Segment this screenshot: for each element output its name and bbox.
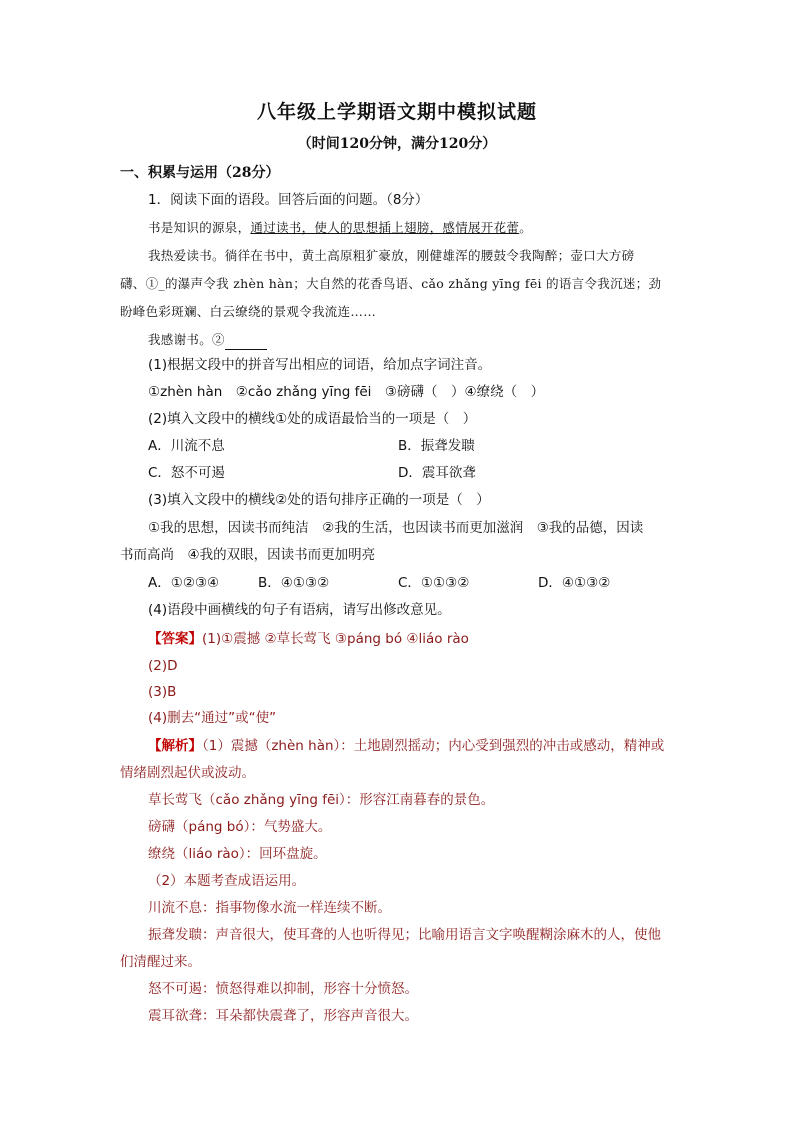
options-row — [148, 573, 708, 593]
analysis-line-2: 情绪剧烈起伏或波动。 — [120, 765, 255, 781]
answer-line-4: (4)删去“通过”或“使” — [148, 710, 277, 726]
sub-question-2: (2)填入文段中的横线①处的成语最恰当的一项是（ ） — [148, 411, 477, 427]
analysis-line-6: （2）本题考查成语运用。 — [148, 873, 306, 889]
options-row — [148, 436, 708, 456]
section-heading: 一、积累与运用（28分） — [120, 165, 280, 181]
analysis-line-11: 震耳欲聋：耳朵都快震聋了，形容声音很大。 — [148, 1008, 418, 1024]
answer-text: (1)①震撼 ②草长莺飞 ③páng bó ④liáo rào — [202, 631, 469, 647]
analysis-line-1 — [148, 736, 708, 756]
passage-paragraph-1 — [148, 218, 708, 238]
question-stem: 1．阅读下面的语段。回答后面的问题。（8分） — [148, 192, 429, 208]
answer-line-3: (3)B — [148, 684, 177, 700]
analysis-line-7: 川流不息：指事物像水流一样连续不断。 — [148, 900, 391, 916]
option-b: B．振聋发聩 — [398, 438, 475, 454]
passage-paragraph-3 — [148, 330, 708, 350]
passage-text: 。 — [519, 220, 533, 235]
analysis-line-8: 振聋发聩：声音很大，使耳聋的人也听得见；比喻用语言文字唤醒糊涂麻木的人，使他 — [148, 927, 661, 943]
analysis-text: （1）震撼（zhèn hàn）：土地剧烈摇动；内心受到强烈的冲击或感动，精神或 — [202, 738, 665, 754]
option-d: D．震耳欲聋 — [398, 465, 476, 481]
passage-text: 书是知识的源泉， — [148, 220, 251, 235]
analysis-line-10: 怒不可遏：愤怒得难以抑制，形容十分愤怒。 — [148, 981, 418, 997]
answer-tag: 【答案】 — [148, 631, 202, 647]
sub-question-1: (1)根据文段中的拼音写出相应的词语，给加点字词注音。 — [148, 357, 492, 373]
options-row — [148, 463, 708, 483]
passage-paragraph-2-line-1: 我热爱读书。徜徉在书中，黄土高原粗犷豪放，刚健雄浑的腰鼓令我陶醉；壶口大方磅 — [148, 248, 635, 263]
sub-question-3: (3)填入文段中的横线②处的语句排序正确的一项是（ ） — [148, 492, 490, 508]
sub-question-1-items: ①zhèn hàn ②cǎo zhǎng yīng fēi ③磅礴（ ）④缭绕（ ） — [148, 384, 545, 400]
analysis-line-9: 们清醒过来。 — [120, 954, 201, 970]
answer-line-1 — [148, 629, 708, 649]
passage-paragraph-2-line-3: 盼峰色彩斑斓、白云缭绕的景观令我流连…… — [120, 304, 377, 319]
option-c: C．①①③② — [398, 575, 470, 591]
analysis-line-3: 草长莺飞（cǎo zhǎng yīng fēi）：形容江南暮春的景色。 — [148, 792, 495, 808]
analysis-line-5: 缭绕（liáo rào）：回环盘旋。 — [148, 846, 327, 862]
option-a: A．①②③④ — [148, 575, 220, 591]
option-c: C．怒不可遏 — [148, 465, 225, 481]
analysis-line-4: 磅礴（páng bó）：气势盛大。 — [148, 819, 332, 835]
answer-line-2: (2)D — [148, 658, 178, 674]
page-title: 八年级上学期语文期中模拟试题 — [256, 101, 537, 123]
sub-question-3-line-2: 书而高尚 ④我的双眼，因读书而更加明亮 — [120, 547, 376, 563]
underlined-sentence: 通过读书，使人的思想插上翅膀，感情展开花蕾 — [250, 220, 520, 235]
passage-text: 我感谢书。② — [148, 332, 225, 347]
sub-question-4: (4)语段中画横线的句子有语病，请写出修改意见。 — [148, 602, 451, 618]
option-a: A．川流不息 — [148, 438, 225, 454]
page-subtitle: （时间120分钟，满分120分） — [297, 136, 497, 152]
analysis-tag: 【解析】 — [148, 738, 202, 754]
option-d: D．④①③② — [538, 575, 611, 591]
option-b: B．④①③② — [258, 575, 330, 591]
answer-blank — [225, 335, 267, 350]
passage-paragraph-2-line-2: 礴、①_的瀑声令我 zhèn hàn；大自然的花香鸟语、cǎo zhǎng yīng fēi 的语言令我沉迷；劲 — [120, 276, 662, 291]
sub-question-3-line-1: ①我的思想，因读书而纯洁 ②我的生活，也因读书而更加滋润 ③我的品德，因读 — [148, 520, 644, 536]
